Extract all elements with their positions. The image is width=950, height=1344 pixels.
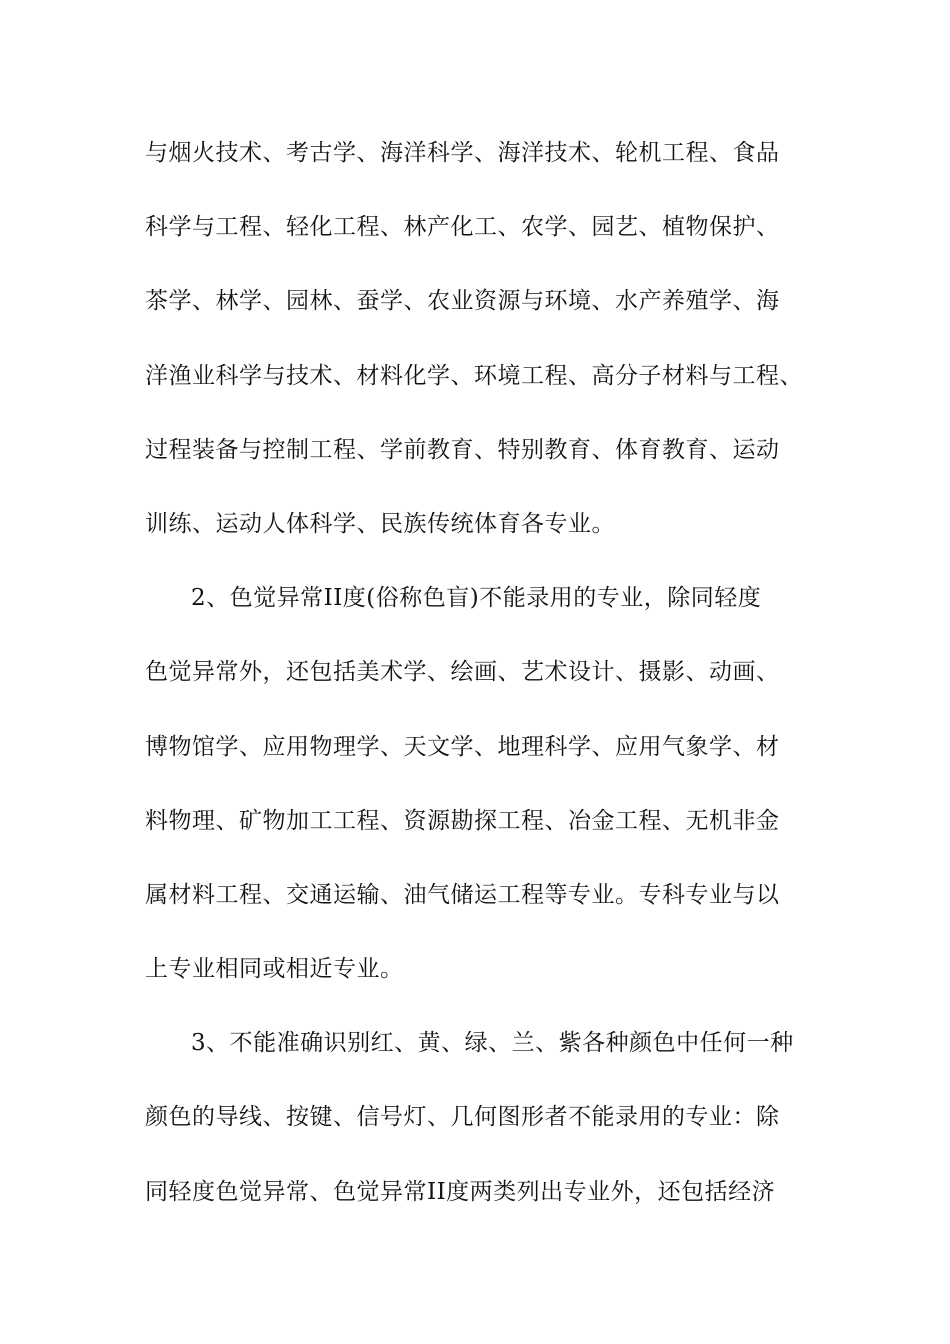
text-line: 同轻度色觉异常、色觉异常II度两类列出专业外，还包括经济	[145, 1178, 776, 1205]
text-line: 料物理、矿物加工工程、资源勘探工程、冶金工程、无机非金	[145, 807, 780, 834]
text-line: 2、色觉异常II度(俗称色盲)不能录用的专业，除同轻度	[191, 585, 762, 612]
text-line: 过程装备与控制工程、学前教育、特别教育、体育教育、运动	[145, 436, 780, 463]
text-line: 颜色的导线、按键、信号灯、几何图形者不能录用的专业：除	[145, 1104, 780, 1131]
document-body	[145, 124, 845, 1237]
text-line: 与烟火技术、考古学、海洋科学、海洋技术、轮机工程、食品	[145, 140, 780, 166]
text-line: 3、不能准确识别红、黄、绿、兰、紫各种颜色中任何一种	[191, 1030, 794, 1057]
text-line: 茶学、林学、园林、蚕学、农业资源与环境、水产养殖学、海	[145, 288, 780, 315]
text-line: 洋渔业科学与技术、材料化学、环境工程、高分子材料与工程、	[145, 362, 803, 389]
text-line: 属材料工程、交通运输、油气储运工程等专业。专科专业与以	[145, 881, 780, 908]
text-line: 科学与工程、轻化工程、林产化工、农学、园艺、植物保护、	[145, 214, 780, 241]
text-line: 训练、运动人体科学、民族传统体育各专业。	[145, 510, 615, 537]
text-line: 博物馆学、应用物理学、天文学、地理科学、应用气象学、材	[145, 733, 780, 760]
text-line: 色觉异常外，还包括美术学、绘画、艺术设计、摄影、动画、	[145, 659, 780, 686]
text-line: 上专业相同或相近专业。	[145, 956, 404, 983]
